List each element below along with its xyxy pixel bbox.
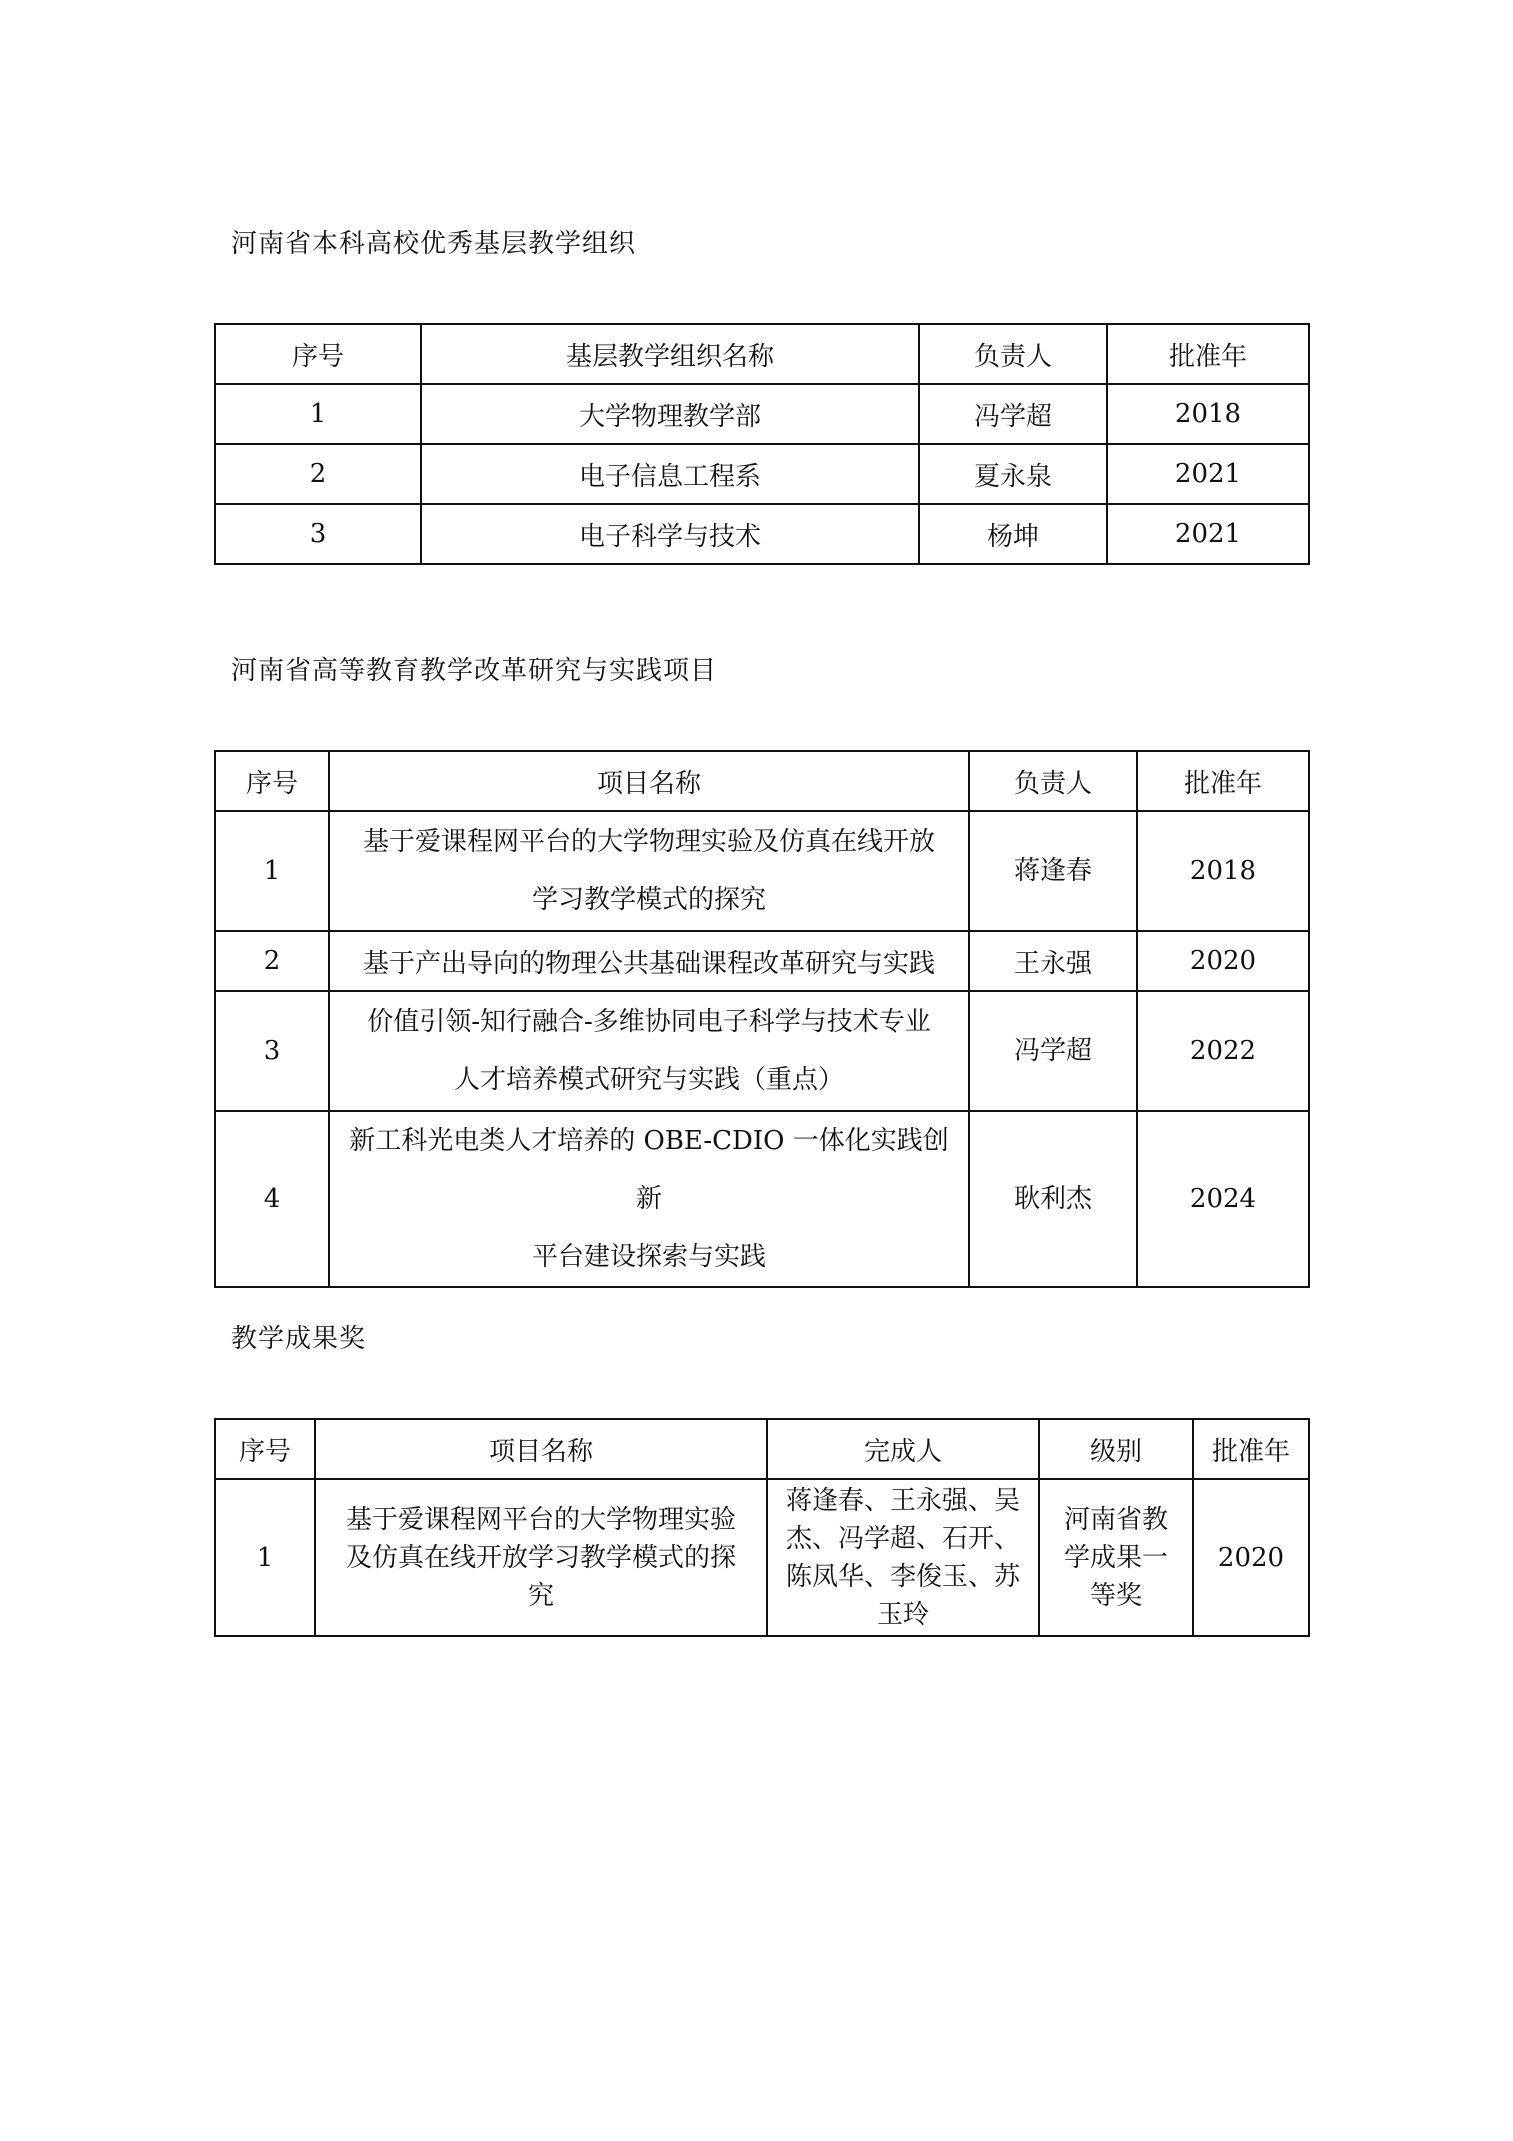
cell-year: 2024	[1137, 1111, 1309, 1287]
header-leader: 负责人	[919, 324, 1107, 384]
cell-project-name	[329, 811, 969, 931]
cell-leader: 王永强	[969, 931, 1137, 991]
header-project-name: 项目名称	[329, 751, 969, 811]
members-line: 陈凤华、李俊玉、苏	[785, 1561, 1020, 1592]
cell-members	[767, 1479, 1039, 1636]
cell-org-name: 电子信息工程系	[421, 444, 919, 504]
cell-year: 2021	[1107, 504, 1309, 564]
header-level: 级别	[1039, 1419, 1193, 1479]
header-members: 完成人	[767, 1419, 1039, 1479]
project-name-line: 人才培养模式研究与实践（重点）	[453, 1065, 844, 1095]
cell-year: 2020	[1193, 1479, 1309, 1636]
members-line: 杰、冯学超、石开、	[785, 1523, 1020, 1554]
cell-year: 2018	[1107, 384, 1309, 444]
cell-no: 3	[215, 504, 421, 564]
teaching-awards-table	[214, 1418, 1310, 1637]
project-name-line: 新工科光电类人才培养的 OBE-CDIO 一体化实践创新	[349, 1126, 949, 1214]
level-line: 等奖	[1089, 1580, 1142, 1611]
cell-leader: 夏永泉	[919, 444, 1107, 504]
project-name-line: 及仿真在线开放学习教学模式的探	[345, 1542, 736, 1573]
header-org-name: 基层教学组织名称	[421, 324, 919, 384]
table-row	[215, 444, 1309, 504]
reform-projects-table	[214, 750, 1310, 1288]
header-year: 批准年	[1107, 324, 1309, 384]
cell-leader: 冯学超	[919, 384, 1107, 444]
section-title-teaching-organization: 河南省本科高校优秀基层教学组织	[231, 229, 637, 259]
cell-leader: 冯学超	[969, 991, 1137, 1111]
project-name-line: 平台建设探索与实践	[531, 1242, 766, 1272]
table-row	[215, 504, 1309, 564]
cell-no: 4	[215, 1111, 329, 1287]
cell-no: 1	[215, 811, 329, 931]
table-header-row	[215, 324, 1309, 384]
cell-project-name: 基于产出导向的物理公共基础课程改革研究与实践	[329, 931, 969, 991]
header-year: 批准年	[1193, 1419, 1309, 1479]
cell-leader: 杨坤	[919, 504, 1107, 564]
level-line: 河南省教	[1063, 1504, 1168, 1535]
project-name-line: 价值引领-知行融合-多维协同电子科学与技术专业	[367, 1007, 931, 1037]
table-header-row	[215, 1419, 1309, 1479]
cell-no: 1	[215, 384, 421, 444]
cell-year: 2018	[1137, 811, 1309, 931]
members-line: 蒋逢春、王永强、吴	[785, 1485, 1020, 1516]
project-name-line: 基于爱课程网平台的大学物理实验及仿真在线开放	[362, 827, 935, 857]
cell-leader: 耿利杰	[969, 1111, 1137, 1287]
cell-org-name: 大学物理教学部	[421, 384, 919, 444]
cell-year: 2021	[1107, 444, 1309, 504]
table-row	[215, 1111, 1309, 1287]
cell-no: 1	[215, 1479, 315, 1636]
project-name-line: 究	[527, 1580, 554, 1611]
cell-no: 2	[215, 444, 421, 504]
cell-level	[1039, 1479, 1193, 1636]
cell-leader: 蒋逢春	[969, 811, 1137, 931]
header-project-name: 项目名称	[315, 1419, 767, 1479]
table-row	[215, 931, 1309, 991]
header-no: 序号	[215, 324, 421, 384]
cell-year: 2020	[1137, 931, 1309, 991]
header-no: 序号	[215, 751, 329, 811]
header-leader: 负责人	[969, 751, 1137, 811]
table-row	[215, 991, 1309, 1111]
header-year: 批准年	[1137, 751, 1309, 811]
table-row	[215, 1479, 1309, 1636]
header-no: 序号	[215, 1419, 315, 1479]
table-header-row	[215, 751, 1309, 811]
teaching-organization-table	[214, 323, 1310, 565]
table-row	[215, 811, 1309, 931]
cell-year: 2022	[1137, 991, 1309, 1111]
project-name-line: 基于爱课程网平台的大学物理实验	[345, 1504, 736, 1535]
project-name-line: 学习教学模式的探究	[531, 885, 766, 915]
cell-no: 3	[215, 991, 329, 1111]
table-row	[215, 384, 1309, 444]
cell-project-name	[329, 991, 969, 1111]
members-line: 玉玲	[876, 1599, 929, 1630]
level-line: 学成果一	[1063, 1542, 1168, 1573]
cell-project-name	[315, 1479, 767, 1636]
cell-project-name	[329, 1111, 969, 1287]
cell-no: 2	[215, 931, 329, 991]
cell-org-name: 电子科学与技术	[421, 504, 919, 564]
section-title-reform-projects: 河南省高等教育教学改革研究与实践项目	[231, 656, 718, 686]
section-title-teaching-awards: 教学成果奖	[231, 1324, 367, 1354]
